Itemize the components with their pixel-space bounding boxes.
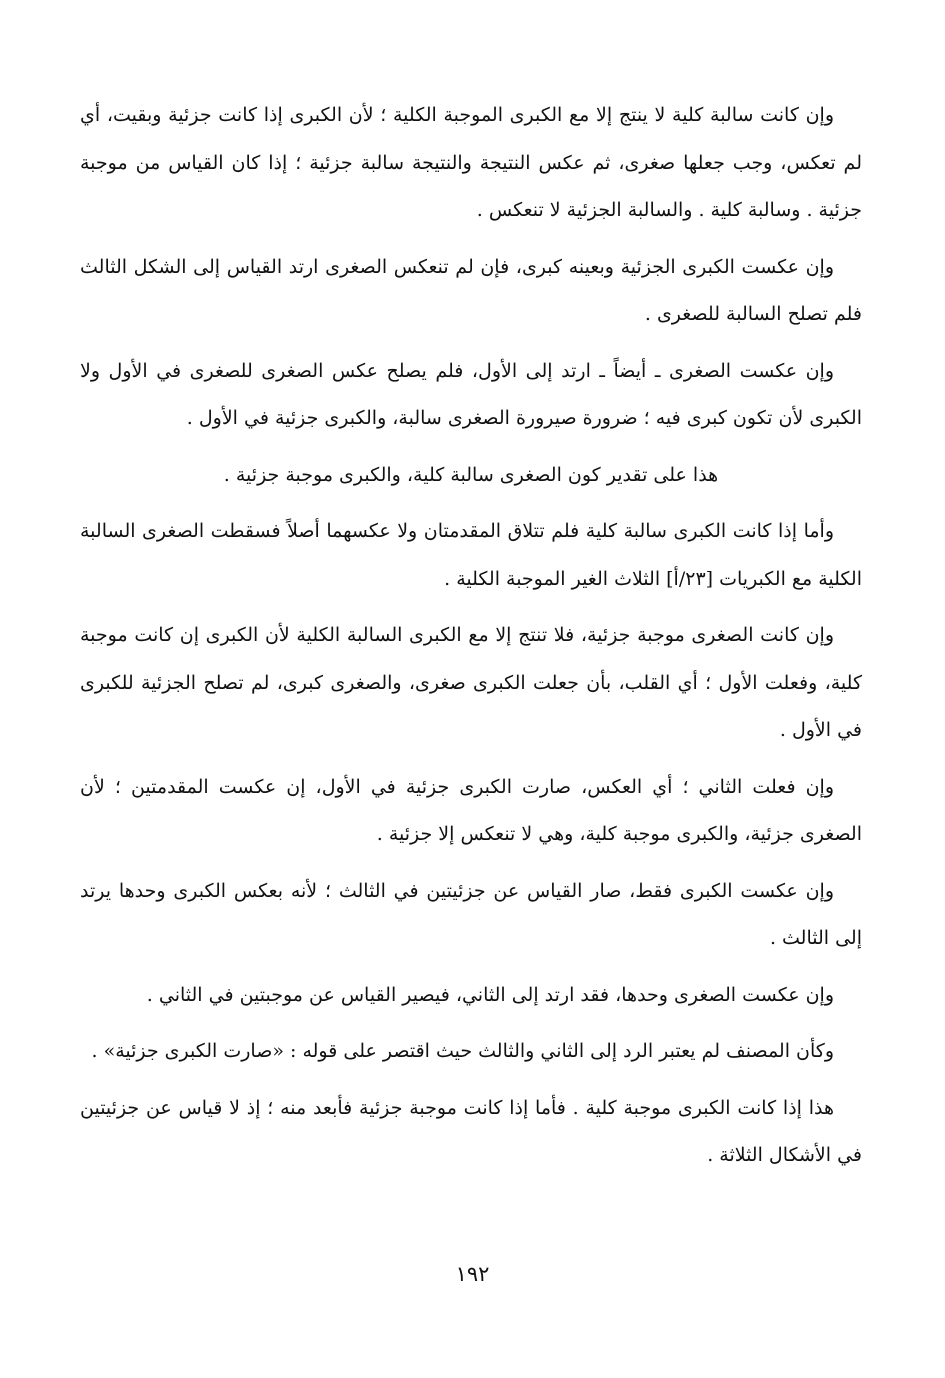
paragraph-2: وإن عكست الكبرى الجزئية وبعينه كبرى، فإن لم تنعكس الصغرى ارتد القياس إلى الشكل الثالث فلم تصلح السالبة للصغرى . xyxy=(80,255,862,325)
paragraph-4: هذا على تقدير كون الصغرى سالبة كلية، والكبرى موجبة جزئية . xyxy=(223,463,719,486)
paragraph-1: وإن كانت سالبة كلية لا ينتج إلا مع الكبرى الموجبة الكلية ؛ لأن الكبرى إذا كانت جزئية وبقيت، أي لم تعكس، وجب جعلها صغرى، ثم عكس النتيجة والنتيجة سالبة جزئية ؛ إذا كان القياس من موجبة جزئية . وسالبة كلية . والسالبة الجزئية لا تنعكس . xyxy=(80,104,862,221)
paragraph-6: وإن كانت الصغرى موجبة جزئية، فلا تنتج إلا مع الكبرى السالبة الكلية لأن الكبرى إن كانت موجبة كلية، وفعلت الأول ؛ أي القلب، بأن جعلت الكبرى صغرى، والصغرى كبرى، لم تصلح الجزئية للكبرى في الأول . xyxy=(80,624,862,741)
page-number: ١٩٢ xyxy=(455,1262,490,1286)
paragraph-7: وإن فعلت الثاني ؛ أي العكس، صارت الكبرى جزئية في الأول، إن عكست المقدمتين ؛ لأن الصغرى جزئية، والكبرى موجبة كلية، وهي لا تنعكس إلا جزئية . xyxy=(80,775,862,845)
paragraph-3: وإن عكست الصغرى ـ أيضاً ـ ارتد إلى الأول، فلم يصلح عكس الصغرى للصغرى في الأول ولا الكبرى لأن تكون كبرى فيه ؛ ضرورة صيرورة الصغرى سالبة، والكبرى جزئية في الأول . xyxy=(80,359,862,429)
paragraph-9: وإن عكست الصغرى وحدها، فقد ارتد إلى الثاني، فيصير القياس عن موجبتين في الثاني . xyxy=(146,983,834,1006)
paragraph-10: وكأن المصنف لم يعتبر الرد إلى الثاني والثالث حيث اقتصر على قوله : «صارت الكبرى جزئية» . xyxy=(91,1040,834,1062)
paragraph-5: وأما إذا كانت الكبرى سالبة كلية فلم تتلاق المقدمتان ولا عكسهما أصلاً فسقطت الصغرى السالبة الكلية مع الكبريات [٢٣/أ] الثلاث الغير الموجبة الكلية . xyxy=(80,520,862,590)
paragraph-8: وإن عكست الكبرى فقط، صار القياس عن جزئيتين في الثالث ؛ لأنه بعكس الكبرى وحدها يرتد إلى الثالث . xyxy=(80,879,862,949)
page-body xyxy=(80,92,862,1189)
paragraph-11: هذا إذا كانت الكبرى موجبة كلية . فأما إذا كانت موجبة جزئية فأبعد منه ؛ إذ لا قياس عن جزئيتين في الأشكال الثلاثة . xyxy=(80,1096,862,1166)
